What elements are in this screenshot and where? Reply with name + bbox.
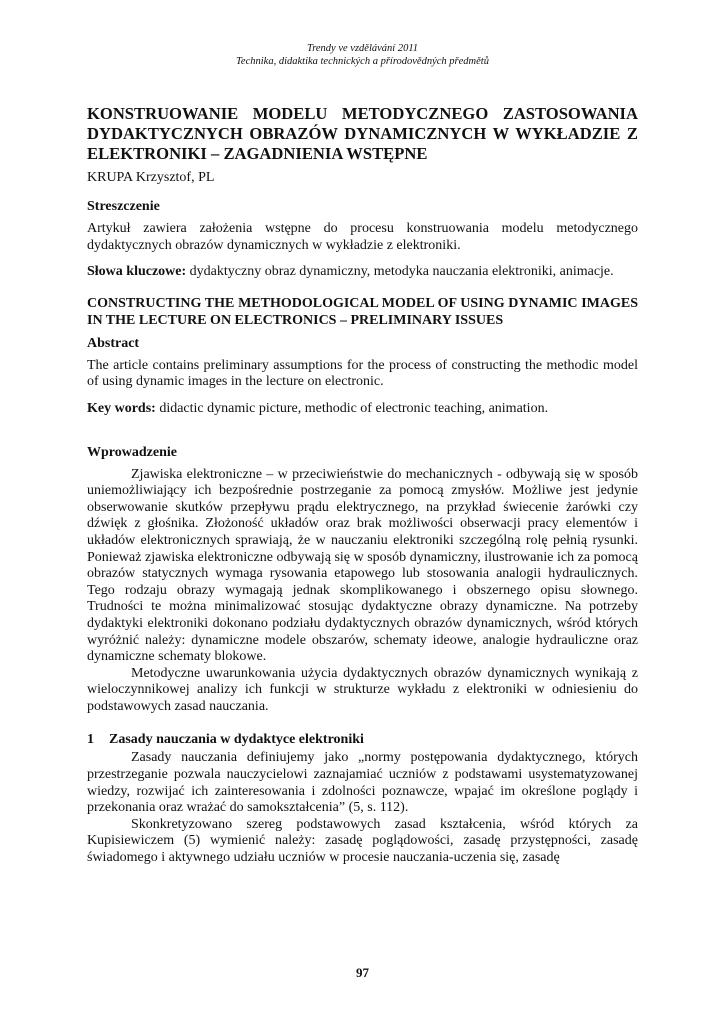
- abstract-heading: Abstract: [87, 335, 140, 351]
- section-1-heading: [87, 731, 638, 748]
- author-line: KRUPA Krzysztof, PL: [87, 170, 215, 185]
- streszczenie-text: Artykuł zawiera założenia wstępne do procesu konstruowania modelu metodycznego dydaktycznych obrazów dynamicznych w wykładzie z elektroniki.: [87, 221, 638, 253]
- article-title: KONSTRUOWANIE MODELU METODYCZNEGO ZASTOSOWANIA DYDAKTYCZNYCH OBRAZÓW DYNAMICZNYCH W WYKŁADZIE Z ELEKTRONIKI – ZAGADNIENIA WSTĘPNE: [87, 104, 638, 163]
- page-number: 97: [356, 965, 369, 980]
- header-line-1: Trendy ve vzdělávání 2011: [306, 43, 419, 54]
- section-1-number: 1: [87, 732, 94, 748]
- slowa-kluczowe-label: Słowa kluczowe:: [87, 264, 187, 280]
- section-1-paragraph-1: Zasady nauczania definiujemy jako „normy postępowania dydaktycznego, których przestrzeganie pozwala nauczycielowi zaznajamiać uczniów z podstawami usystematyzowanej wiedzy, rozwijać ich zainteresowania i zdolności poznawcze, wpajać im określone poglądy i przekonania oraz wrażać do samokształcenia” (5, s. 112).: [87, 750, 638, 816]
- article-body: [87, 104, 638, 867]
- abstract-text: The article contains preliminary assumptions for the process of constructing the methodic model of using dynamic images in the lecture on electronic.: [87, 357, 638, 390]
- english-title: CONSTRUCTING THE METHODOLOGICAL MODEL OF USING DYNAMIC IMAGES IN THE LECTURE ON ELECTRONICS – PRELIMINARY ISSUES: [87, 295, 638, 328]
- wprowadzenie-paragraph-1: Zjawiska elektroniczne – w przeciwieństwie do mechanicznych - odbywają się w sposób uniemożliwiający ich bezpośrednie postrzeganie za pomocą zmysłów. Możliwe jest jedynie obserwowanie skutków przepływu prądu elektrycznego, na przykład świecenie żarówki czy dźwięk z głośnika. Złożoność układów oraz brak możliwości obserwacji pracy elementów i układów elektronicznych sprawiają, że w nauczaniu elektroniki szczególną rolę pełnią rysunki. Ponieważ zjawiska elektroniczne odbywają się w sposób dynamiczny, ilustrowanie ich za pomocą obrazów statycznych wymaga rysowania etapowego lub stosowania analogii hydraulicznych. Tego rodzaju obrazy wymagają jednak skomplikowanego i obszernego opisu słownego. Trudności te można minimalizować stosując dydaktyczne obrazy dynamiczne. Na potrzeby dydaktyki elektroniki dokonano podziału dydaktycznych obrazów dynamicznych, wśród których wyróżnić należy: dynamiczne modele obszarów, schematy ideowe, analogie hydrauliczne oraz dynamiczne schematy blokowe.: [87, 466, 638, 665]
- slowa-kluczowe: [87, 264, 638, 281]
- streszczenie-heading: Streszczenie: [87, 199, 160, 214]
- key-words-label: Key words:: [87, 400, 156, 416]
- running-header: [0, 42, 725, 68]
- key-words: [87, 401, 638, 418]
- wprowadzenie-heading: Wprowadzenie: [87, 444, 177, 460]
- section-1-title: Zasady nauczania w dydaktyce elektroniki: [109, 732, 364, 748]
- slowa-kluczowe-text: dydaktyczny obraz dynamiczny, metodyka nauczania elektroniki, animacje.: [186, 264, 614, 280]
- section-1-paragraph-2: Skonkretyzowano szereg podstawowych zasad kształcenia, wśród których za Kupisiewiczem (5) wymienić należy: zasadę poglądowości, zasadę przystępności, zasadę świadomego i aktywnego udziału uczniów w procesie nauczania-uczenia się, zasadę: [87, 816, 638, 866]
- wprowadzenie-paragraph-2: Metodyczne uwarunkowania użycia dydaktycznych obrazów dynamicznych wynikają z wieloczynnikowej analizy ich funkcji w strukturze wykładu z elektroniki w odniesieniu do podstawowych zasad nauczania.: [87, 665, 638, 714]
- key-words-text: didactic dynamic picture, methodic of electronic teaching, animation.: [155, 400, 549, 416]
- header-line-2: Technika, didaktika technických a přírodovědných předmětů: [236, 56, 489, 67]
